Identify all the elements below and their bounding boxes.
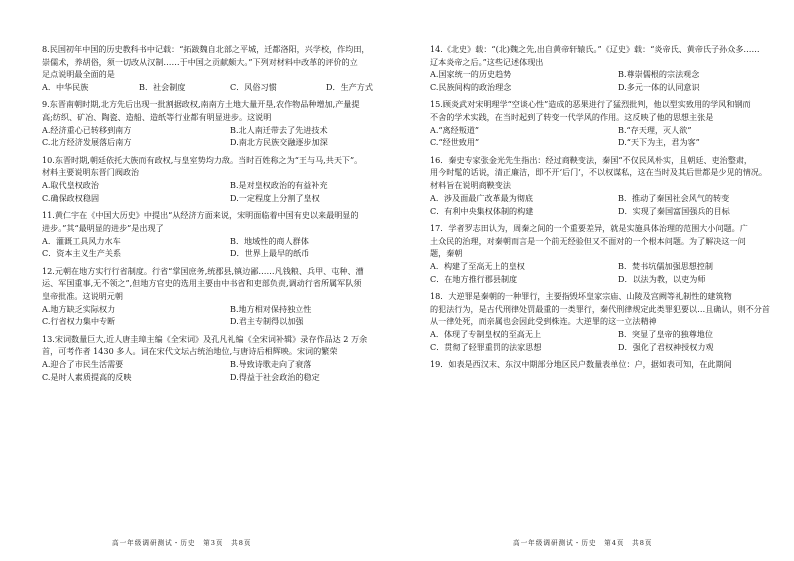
answer-option: D．实现了秦国富国强兵的目标 bbox=[618, 205, 730, 216]
question-stem-line: 材料主要说明东晋门阀政治 bbox=[42, 167, 140, 178]
answer-option: C．贯彻了轻罪重罚的法家思想 bbox=[430, 341, 542, 352]
option-row bbox=[430, 192, 785, 205]
question-stem-line: 进步。”其“最明显的进步”是出现了 bbox=[42, 222, 164, 233]
option-row bbox=[430, 273, 785, 286]
page-footer: 高一年级调研测试・历史 第3页 共8页 bbox=[112, 539, 252, 547]
answer-option: B.尊崇儒根的宗法观念 bbox=[618, 69, 700, 80]
answer-option: D．世界上最早的纸币 bbox=[230, 248, 310, 259]
question-block bbox=[430, 43, 785, 94]
question-block bbox=[42, 98, 397, 149]
question-stem-line: 土众民的治理，对秦朝而言是一个前无经验但又不面对的一个根本问题。为了解决这一问 bbox=[430, 235, 746, 246]
question-block bbox=[430, 222, 785, 285]
answer-option: D.君主专制得以加强 bbox=[230, 316, 304, 327]
answer-option: B．地域性的商人群体 bbox=[230, 235, 309, 246]
option-row bbox=[42, 179, 397, 192]
question-stem-line: 18．大逆罪是秦朝的一种罪行，主要指毁坏皇家宗庙、山陵及宫阙等礼制性的建筑物 bbox=[430, 290, 732, 301]
answer-option: D．生产方式 bbox=[326, 82, 373, 93]
answer-option: C．风俗习惯 bbox=[230, 82, 277, 93]
question-stem-line: 9.东晋南朝时期,北方先后出现一批割据政权,南南方土地大量开垦,农作物品种增加,产量提 bbox=[42, 99, 360, 110]
question-list bbox=[430, 43, 785, 371]
answer-option: D.得益于社会政治的稳定 bbox=[230, 371, 320, 382]
left-page bbox=[22, 0, 397, 561]
question-stem-line: 题，秦朝 bbox=[430, 248, 463, 259]
question-list bbox=[42, 43, 397, 383]
question-stem-line: 16．秦史专家张金光先生指出：经过商鞅变法，秦国“不仅民风朴实，且朝廷、吏治整肃， bbox=[430, 154, 753, 165]
option-row bbox=[42, 303, 397, 316]
question-stem-line: 首，可考作者 1430 多人。词在宋代文坛占统治地位,与唐诗后相辉映。宋词的繁荣 bbox=[42, 346, 338, 357]
question-stem-line: 从一律处死，而亲属也会因此受到株连。大逆罪的这一立法精神 bbox=[430, 316, 657, 327]
answer-option: D.“天下为主，君为客” bbox=[618, 137, 700, 148]
option-row bbox=[42, 81, 397, 94]
option-row bbox=[42, 371, 397, 384]
question-block bbox=[430, 154, 785, 217]
answer-option: D．强化了君权神授权力观 bbox=[618, 341, 714, 352]
question-stem-line: 高;纺织、矿冶、陶瓷、造船、造纸等行业都有明显进步。这说明 bbox=[42, 112, 272, 123]
question-block bbox=[430, 290, 785, 353]
question-stem-line: 10.东晋时期,朝廷依托大族而有政权,与皇室势均力敌。当时百姓称之为“王与马,共天下”。 bbox=[42, 154, 363, 165]
answer-option: A.取代皇权政治 bbox=[42, 180, 99, 191]
option-row bbox=[42, 192, 397, 205]
answer-option: C.是时人素质提高的反映 bbox=[42, 371, 132, 382]
answer-option: B．突显了皇帝的独尊地位 bbox=[618, 329, 713, 340]
answer-option: B.是对皇权政治的有益补充 bbox=[230, 180, 328, 191]
answer-option: B.北人南迁带去了先进技术 bbox=[230, 124, 328, 135]
option-row bbox=[42, 358, 397, 371]
answer-option: B．社会制度 bbox=[139, 82, 186, 93]
option-row bbox=[42, 124, 397, 137]
question-block bbox=[42, 265, 397, 328]
question-block bbox=[42, 154, 397, 205]
question-stem-line: 的犯法行为，是古代刑律处罚最重的一类罪行，秦代刑律规定此类罪犯要以…且确认，则不分首 bbox=[430, 303, 770, 314]
answer-option: D.南北方民族交融逐步加深 bbox=[230, 137, 328, 148]
answer-option: A．构建了至高无上的皇权 bbox=[430, 260, 525, 271]
right-page bbox=[410, 0, 785, 561]
question-stem-line: 材料旨在说明商鞅变法 bbox=[430, 180, 511, 191]
answer-option: B.“存天理，灭人欲” bbox=[618, 124, 692, 135]
answer-option: C．在地方推行郡县制度 bbox=[430, 273, 518, 284]
question-block bbox=[430, 358, 785, 371]
answer-option: B．推动了秦国社会风气的转变 bbox=[618, 192, 730, 203]
answer-option: A.地方缺乏实际权力 bbox=[42, 303, 116, 314]
question-stem-line: 用今时髦的话说，清正廉洁，即不开‘后门’，不以权谋私，这在当时及其后世都是少见的情况。 bbox=[430, 167, 767, 178]
option-row bbox=[42, 247, 397, 260]
answer-option: C.确保政权稳固 bbox=[42, 192, 100, 203]
option-row bbox=[430, 68, 785, 81]
question-block bbox=[430, 98, 785, 149]
option-row bbox=[42, 136, 397, 149]
question-stem-line: 足点说明最全面的是 bbox=[42, 69, 115, 80]
question-block bbox=[42, 43, 397, 94]
question-stem-line: 14.《北史》载：“(北)魏之先,出自黄帝轩辕氏。”《辽史》载：“炎帝氏、黄帝氏子孙众多…… bbox=[430, 44, 760, 54]
question-stem-line: 辽本炎帝之后。”这些记述体现出 bbox=[430, 56, 544, 67]
answer-option: C.“经世致用” bbox=[430, 137, 480, 148]
question-stem-line: 崇儒术，养胡俗，须一切改从汉制……于中国之贡献颇大。”下列对材料中改革的评价的立 bbox=[42, 56, 358, 67]
answer-option: B.地方相对保持独立性 bbox=[230, 303, 312, 314]
question-stem-line: 不舍的学术实践，在当时起到了转变一代学风的作用。这反映了他的思想主张是 bbox=[430, 112, 714, 123]
question-stem-line: 运、军国重事,无不领之”,但地方官史的选用主要由中书省和吏部负责,调动行省所属军队须 bbox=[42, 278, 362, 289]
answer-option: D.一定程度上分割了皇权 bbox=[230, 192, 320, 203]
question-block bbox=[42, 209, 397, 260]
option-row bbox=[430, 328, 785, 341]
answer-option: B．焚书坑儒加强思想控制 bbox=[618, 260, 713, 271]
answer-option: A.“离经叛道” bbox=[430, 124, 480, 135]
question-stem-line: 皇帝批准。这说明元朝 bbox=[42, 290, 123, 301]
answer-option: A.迎合了市民生活需要 bbox=[42, 359, 124, 369]
answer-option: A．灌溉工具风力水车 bbox=[42, 235, 121, 246]
answer-option: C.行省权力集中专断 bbox=[42, 316, 116, 327]
option-row bbox=[430, 260, 785, 273]
answer-option: D．以法为教，以吏为师 bbox=[618, 273, 706, 284]
question-stem-line: 19．如表是西汉末、东汉中期部分地区民户数量表单位：户，据如表可知，在此期间 bbox=[430, 358, 732, 369]
question-stem-line: 8.民国初年中国的历史教科书中记载：“拓跋魏自北部之平城，迁都洛阳，兴学校，作均田， bbox=[42, 44, 370, 54]
question-stem-line: 17．学者罗志田认为，周秦之间的一个重要差异，就是实施具体治理的范围大小问题。广 bbox=[430, 222, 748, 233]
answer-option: C．有利中央集权体制的构建 bbox=[430, 205, 534, 216]
answer-option: A．体现了专制皇权的至高无上 bbox=[430, 329, 542, 340]
option-row bbox=[42, 235, 397, 248]
page-footer: 高一年级调研测试・历史 第4页 共8页 bbox=[513, 539, 653, 547]
answer-option: C.民族间构的政治理念 bbox=[430, 82, 512, 93]
question-stem-line: 11.黄仁宇在《中国大历史》中提出“从经济方面来说，宋明面临着中国有史以来最明显的 bbox=[42, 210, 359, 221]
answer-option: A．涉及面最广改革最为彻底 bbox=[430, 192, 533, 203]
answer-option: C.北方经济发展落后南方 bbox=[42, 137, 132, 148]
answer-option: A．中华民族 bbox=[42, 82, 89, 93]
answer-option: D.多元一体的认同意识 bbox=[618, 82, 700, 93]
answer-option: C．资本主义生产关系 bbox=[42, 248, 122, 259]
question-stem-line: 12.元朝在地方实行行省制度。行省“掌国庶务,统郡县,镇边鄙……凡钱粮、兵甲、屯种、漕 bbox=[42, 265, 364, 276]
question-stem-line: 15.顾炎武对宋明理学“空谈心性”造成的恶果进行了猛烈批判，他以型实致用的学风和钢而 bbox=[430, 99, 751, 110]
answer-option: A.国家统一的历史趋势 bbox=[430, 69, 512, 80]
option-row bbox=[430, 341, 785, 354]
option-row bbox=[430, 205, 785, 218]
option-row bbox=[42, 315, 397, 328]
answer-option: B.导致诗歌走向了衰落 bbox=[230, 359, 312, 369]
option-row bbox=[430, 136, 785, 149]
answer-option: A.经济重心已转移到南方 bbox=[42, 124, 132, 135]
question-stem-line: 13.宋词数量巨大,近人唐圭璋主编《全宋词》及孔凡礼编《全宋词补辑》录存作品达 2 万余 bbox=[42, 333, 368, 344]
option-row bbox=[430, 81, 785, 94]
question-block bbox=[42, 333, 397, 384]
option-row bbox=[430, 124, 785, 137]
